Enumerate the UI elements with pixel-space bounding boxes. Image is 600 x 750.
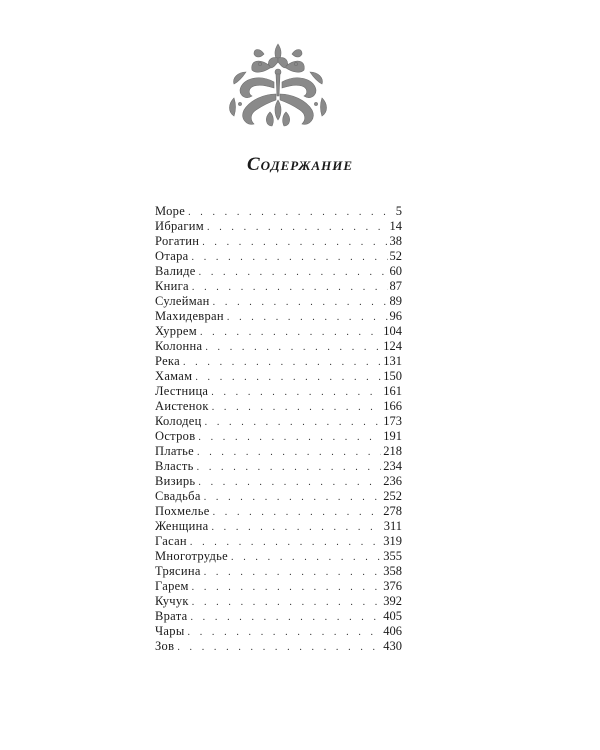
toc-leader-dots (197, 460, 382, 474)
toc-entry-page-number: 319 (383, 534, 402, 548)
toc-entry-title: Отара (155, 249, 189, 263)
toc-leader-dots (213, 505, 382, 519)
toc-entry (155, 489, 402, 504)
toc-leader-dots (188, 205, 394, 219)
toc-entry (155, 204, 402, 219)
toc-entry-title: Гарем (155, 579, 189, 593)
toc-leader-dots (199, 265, 388, 279)
toc-entry-page-number: 406 (383, 624, 402, 638)
toc-entry-page-number: 166 (383, 399, 402, 413)
toc-leader-dots (197, 445, 381, 459)
toc-entry-title: Море (155, 204, 186, 218)
toc-entry-title: Врата (155, 609, 188, 623)
toc-entry-page-number: 430 (383, 639, 402, 653)
toc-entry-page-number: 278 (383, 504, 402, 518)
toc-entry-title: Трясина (155, 564, 201, 578)
toc-leader-dots (227, 310, 388, 324)
toc-leader-dots (177, 640, 381, 654)
toc-entry (155, 579, 402, 594)
toc-entry (155, 504, 402, 519)
toc-entry (155, 444, 402, 459)
toc-entry-page-number: 191 (383, 429, 402, 443)
toc-entry-page-number: 131 (383, 354, 402, 368)
toc-entry (155, 414, 402, 429)
toc-leader-dots (183, 355, 381, 369)
toc-entry-page-number: 96 (389, 309, 402, 323)
toc-entry-page-number: 311 (383, 519, 402, 533)
toc-entry (155, 519, 402, 534)
toc-leader-dots (205, 340, 381, 354)
table-of-contents (155, 204, 402, 654)
toc-leader-dots (205, 415, 382, 429)
toc-entry-title: Хамам (155, 369, 193, 383)
toc-entry-title: Зов (155, 639, 175, 653)
toc-entry-title: Гасан (155, 534, 187, 548)
toc-entry (155, 549, 402, 564)
toc-entry (155, 339, 402, 354)
toc-entry (155, 279, 402, 294)
toc-entry-page-number: 38 (389, 234, 402, 248)
toc-entry-page-number: 104 (383, 324, 402, 338)
toc-entry-title: Многотрудье (155, 549, 229, 563)
toc-entry-page-number: 252 (383, 489, 402, 503)
toc-entry-page-number: 87 (389, 279, 402, 293)
toc-entry-page-number: 14 (389, 219, 402, 233)
toc-entry-page-number: 392 (383, 594, 402, 608)
toc-entry-title: Рогатин (155, 234, 200, 248)
toc-entry-page-number: 405 (383, 609, 402, 623)
toc-leader-dots (198, 430, 381, 444)
toc-leader-dots (231, 550, 381, 564)
toc-entry-page-number: 124 (383, 339, 402, 353)
toc-entry (155, 384, 402, 399)
page-title: Содержание (246, 154, 354, 175)
toc-entry-title: Власть (155, 459, 194, 473)
toc-entry (155, 609, 402, 624)
toc-entry (155, 294, 402, 309)
toc-entry-page-number: 376 (383, 579, 402, 593)
toc-leader-dots (192, 250, 388, 264)
toc-entry (155, 534, 402, 549)
toc-leader-dots (213, 295, 388, 309)
toc-entry-title: Свадьба (155, 489, 201, 503)
toc-entry-title: Женщина (155, 519, 209, 533)
toc-leader-dots (211, 520, 381, 534)
toc-leader-dots (211, 385, 381, 399)
toc-entry-title: Кучук (155, 594, 189, 608)
toc-entry-page-number: 60 (389, 264, 402, 278)
toc-entry (155, 624, 402, 639)
toc-leader-dots (198, 475, 381, 489)
toc-entry-title: Книга (155, 279, 189, 293)
toc-entry-page-number: 161 (383, 384, 402, 398)
toc-leader-dots (190, 535, 381, 549)
toc-entry (155, 354, 402, 369)
toc-entry (155, 474, 402, 489)
toc-entry-title: Река (155, 354, 180, 368)
toc-leader-dots (200, 325, 381, 339)
toc-leader-dots (195, 370, 381, 384)
toc-entry-title: Визирь (155, 474, 196, 488)
toc-leader-dots (202, 235, 387, 249)
toc-leader-dots (207, 220, 387, 234)
floral-ornament-icon (220, 38, 336, 134)
toc-leader-dots (204, 490, 382, 504)
toc-entry (155, 309, 402, 324)
toc-entry-page-number: 89 (389, 294, 402, 308)
toc-entry-page-number: 355 (383, 549, 402, 563)
toc-entry-page-number: 5 (395, 204, 402, 218)
toc-entry-title: Сулейман (155, 294, 210, 308)
toc-entry (155, 369, 402, 384)
toc-entry (155, 639, 402, 654)
toc-entry-title: Валиде (155, 264, 196, 278)
toc-entry (155, 249, 402, 264)
toc-entry-page-number: 52 (389, 249, 402, 263)
toc-entry-title: Колодец (155, 414, 202, 428)
toc-entry (155, 429, 402, 444)
toc-entry-title: Лестница (155, 384, 209, 398)
toc-entry-title: Хуррем (155, 324, 197, 338)
toc-entry (155, 219, 402, 234)
toc-entry-page-number: 173 (383, 414, 402, 428)
toc-entry-title: Остров (155, 429, 196, 443)
toc-entry-page-number: 358 (383, 564, 402, 578)
toc-leader-dots (188, 625, 382, 639)
toc-entry (155, 234, 402, 249)
toc-entry-page-number: 150 (383, 369, 402, 383)
toc-entry (155, 564, 402, 579)
toc-entry (155, 459, 402, 474)
toc-entry-title: Колонна (155, 339, 203, 353)
toc-entry-title: Платье (155, 444, 195, 458)
toc-entry-title: Похмелье (155, 504, 210, 518)
toc-leader-dots (190, 610, 381, 624)
toc-entry (155, 264, 402, 279)
toc-entry-title: Чары (155, 624, 185, 638)
toc-leader-dots (192, 580, 382, 594)
toc-leader-dots (192, 595, 381, 609)
toc-entry-title: Ибрагим (155, 219, 205, 233)
toc-leader-dots (212, 400, 382, 414)
toc-entry (155, 594, 402, 609)
toc-entry-page-number: 218 (383, 444, 402, 458)
toc-leader-dots (204, 565, 382, 579)
toc-entry-title: Аистенок (155, 399, 209, 413)
toc-entry (155, 324, 402, 339)
toc-entry (155, 399, 402, 414)
toc-entry-page-number: 236 (383, 474, 402, 488)
toc-entry-page-number: 234 (383, 459, 402, 473)
toc-entry-title: Махидевран (155, 309, 224, 323)
toc-leader-dots (192, 280, 388, 294)
